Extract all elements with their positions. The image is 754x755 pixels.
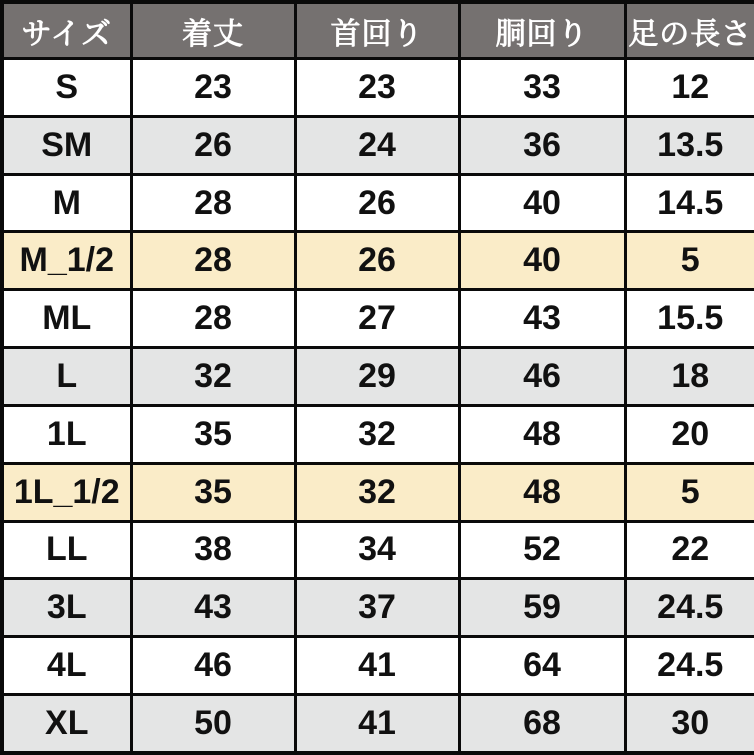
column-header-neck: 首回り — [295, 2, 459, 59]
cell-neck: 23 — [295, 59, 459, 117]
cell-neck: 24 — [295, 116, 459, 174]
cell-girth: 40 — [459, 174, 625, 232]
cell-neck: 37 — [295, 579, 459, 637]
cell-length: 46 — [131, 637, 295, 695]
cell-length: 28 — [131, 174, 295, 232]
table-body — [2, 59, 754, 754]
cell-leg: 22 — [625, 521, 754, 579]
cell-size: SM — [2, 116, 131, 174]
cell-length: 43 — [131, 579, 295, 637]
cell-size: M — [2, 174, 131, 232]
cell-length: 35 — [131, 463, 295, 521]
cell-length: 28 — [131, 290, 295, 348]
column-header-girth: 胴回り — [459, 2, 625, 59]
cell-size: M_1/2 — [2, 232, 131, 290]
cell-girth: 48 — [459, 463, 625, 521]
table-row — [2, 463, 754, 521]
cell-girth: 33 — [459, 59, 625, 117]
column-header-length: 着丈 — [131, 2, 295, 59]
cell-leg: 18 — [625, 348, 754, 406]
table-row — [2, 59, 754, 117]
table-row — [2, 290, 754, 348]
cell-length: 50 — [131, 694, 295, 753]
cell-neck: 34 — [295, 521, 459, 579]
cell-leg: 14.5 — [625, 174, 754, 232]
cell-leg: 24.5 — [625, 579, 754, 637]
cell-neck: 32 — [295, 405, 459, 463]
cell-neck: 29 — [295, 348, 459, 406]
cell-leg: 5 — [625, 232, 754, 290]
cell-girth: 68 — [459, 694, 625, 753]
column-header-size: サイズ — [2, 2, 131, 59]
cell-leg: 12 — [625, 59, 754, 117]
cell-girth: 64 — [459, 637, 625, 695]
cell-girth: 36 — [459, 116, 625, 174]
cell-length: 35 — [131, 405, 295, 463]
cell-size: L — [2, 348, 131, 406]
cell-length: 28 — [131, 232, 295, 290]
table-row — [2, 116, 754, 174]
cell-length: 32 — [131, 348, 295, 406]
cell-size: ML — [2, 290, 131, 348]
cell-neck: 26 — [295, 232, 459, 290]
cell-neck: 27 — [295, 290, 459, 348]
cell-leg: 30 — [625, 694, 754, 753]
cell-girth: 40 — [459, 232, 625, 290]
cell-size: XL — [2, 694, 131, 753]
cell-girth: 46 — [459, 348, 625, 406]
cell-neck: 41 — [295, 637, 459, 695]
cell-size: 4L — [2, 637, 131, 695]
cell-neck: 41 — [295, 694, 459, 753]
cell-girth: 43 — [459, 290, 625, 348]
cell-size: 1L — [2, 405, 131, 463]
cell-girth: 59 — [459, 579, 625, 637]
cell-length: 38 — [131, 521, 295, 579]
cell-neck: 26 — [295, 174, 459, 232]
table-row — [2, 637, 754, 695]
cell-leg: 15.5 — [625, 290, 754, 348]
table-row — [2, 521, 754, 579]
table-row — [2, 405, 754, 463]
table-row — [2, 694, 754, 753]
cell-length: 26 — [131, 116, 295, 174]
cell-girth: 48 — [459, 405, 625, 463]
table-row — [2, 174, 754, 232]
cell-leg: 5 — [625, 463, 754, 521]
table-row — [2, 579, 754, 637]
cell-size: LL — [2, 521, 131, 579]
cell-leg: 24.5 — [625, 637, 754, 695]
table-row — [2, 232, 754, 290]
table-row — [2, 348, 754, 406]
cell-size: 1L_1/2 — [2, 463, 131, 521]
cell-size: S — [2, 59, 131, 117]
cell-leg: 20 — [625, 405, 754, 463]
column-header-leg: 足の長さ — [625, 2, 754, 59]
header-row — [2, 2, 754, 59]
cell-size: 3L — [2, 579, 131, 637]
cell-girth: 52 — [459, 521, 625, 579]
cell-leg: 13.5 — [625, 116, 754, 174]
cell-length: 23 — [131, 59, 295, 117]
cell-neck: 32 — [295, 463, 459, 521]
